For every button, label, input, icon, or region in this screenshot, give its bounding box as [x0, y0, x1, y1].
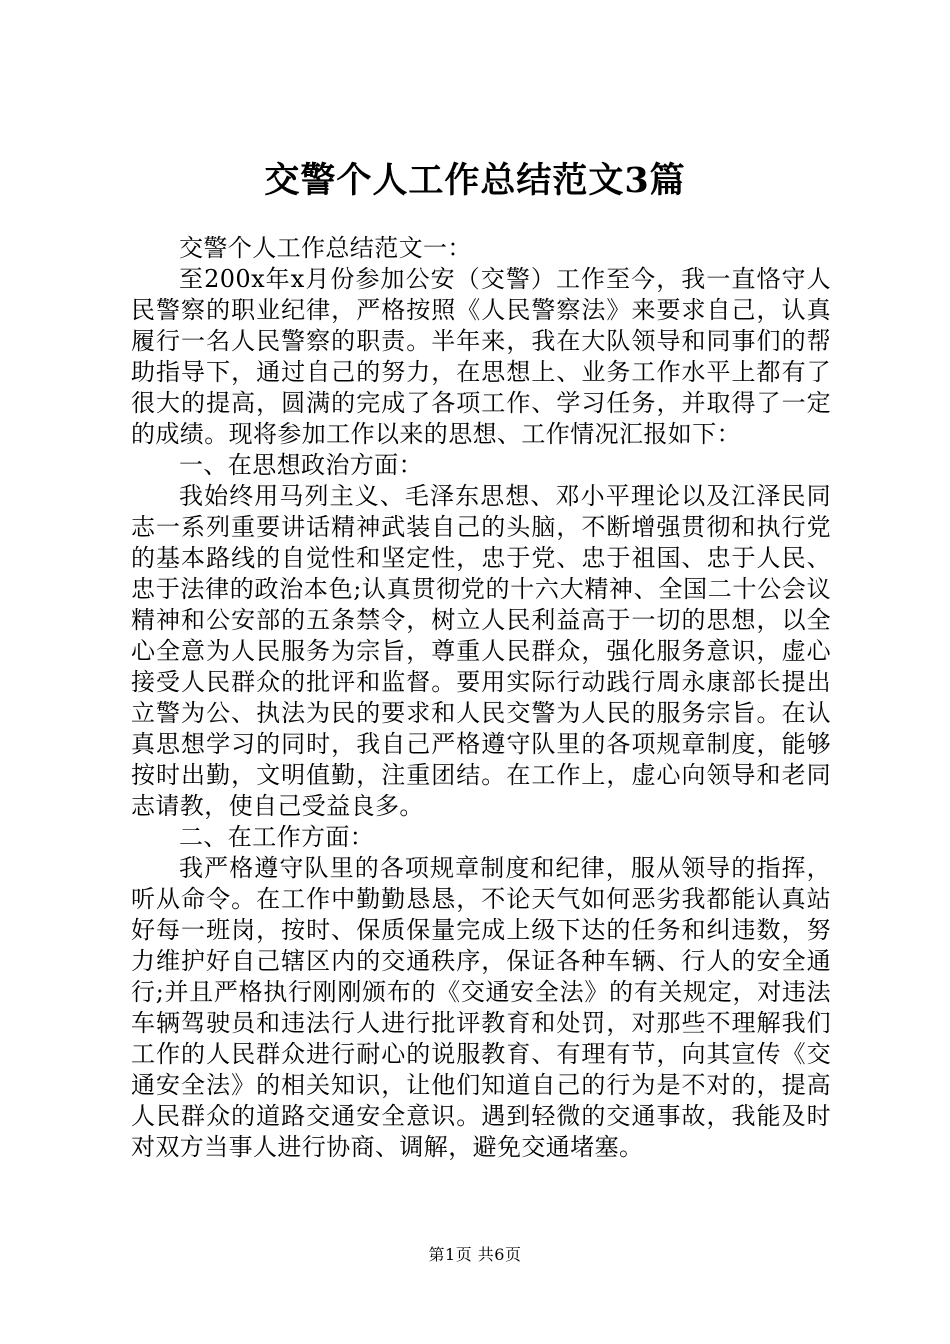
intro-paragraph: 至200x年x月份参加公安（交警）工作至今，我一直恪守人民警察的职业纪律，严格按照《人民警察法》来要求自己，认真履行一名人民警察的职责。半年来，我在大队领导和同事们的帮助指导下，通过自己的努力，在思想上、业务工作水平上都有了很大的提高，圆满的完成了各项工作、学习任务，并取得了一定的成绩。现将参加工作以来的思想、工作情况汇报如下：	[131, 265, 831, 448]
section-intro-heading: 交警个人工作总结范文一：	[179, 234, 472, 262]
page-title: 交警个人工作总结范文3篇	[264, 160, 686, 201]
ideology-paragraph: 我始终用马列主义、毛泽东思想、邓小平理论以及江泽民同志一系列重要讲话精神武装自己的头脑，不断增强贯彻和执行党的基本路线的自觉性和坚定性，忠于党、忠于祖国、忠于人民、忠于法律的政治本色;认真贯彻党的十六大精神、全国二十公会议精神和公安部的五条禁令，树立人民利益高于一切的思想，以全心全意为人民服务为宗旨，尊重人民群众，强化服务意识，虚心接受人民群众的批评和监督。要用实际行动践行周永康部长提出立警为公、执法为民的要求和人民交警为人民的服务宗旨。在认真思想学习的同时，我自己严格遵守队里的各项规章制度，能够按时出勤，文明值勤，注重团结。在工作上，虚心向领导和老同志请教，使自己受益良多。	[131, 482, 831, 820]
section-heading-work: 二、在工作方面：	[179, 823, 375, 851]
section-heading-ideology: 一、在思想政治方面：	[179, 451, 423, 479]
work-paragraph: 我严格遵守队里的各项规章制度和纪律，服从领导的指挥，听从命令。在工作中勤勤恳恳，不论天气如何恶劣我都能认真站好每一班岗，按时、保质保量完成上级下达的任务和纠违数，努力维护好自己辖区内的交通秩序，保证各种车辆、行人的安全通行;并且严格执行刚刚颁布的《交通安全法》的有关规定，对违法车辆驾驶员和违法行人进行批评教育和处罚，对那些不理解我们工作的人民群众进行耐心的说服教育、有理有节，向其宣传《交通安全法》的相关知识，让他们知道自己的行为是不对的，提高人民群众的道路交通安全意识。遇到轻微的交通事故，我能及时对双方当事人进行协商、调解，避免交通堵塞。	[131, 854, 831, 1161]
document-body	[131, 233, 831, 1163]
page-number-footer: 第1页 共6页	[428, 1245, 522, 1264]
